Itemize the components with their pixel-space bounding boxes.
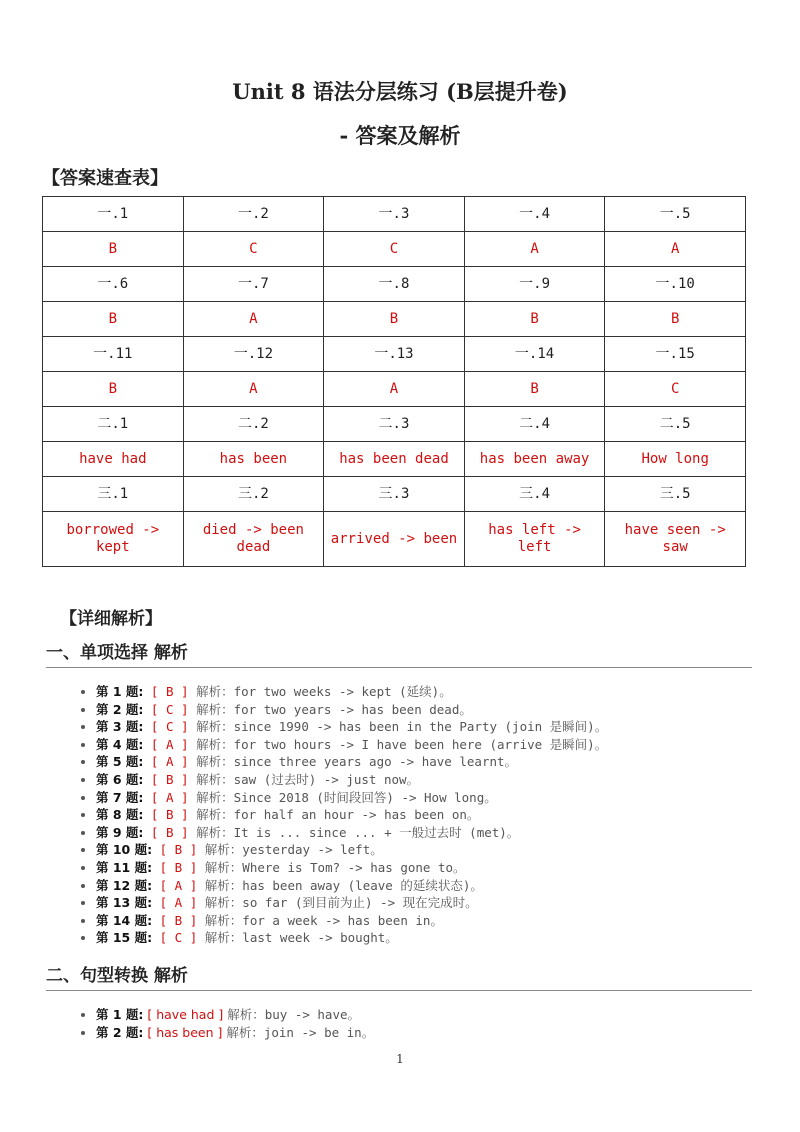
question-label: 第 3 题:: [96, 719, 144, 735]
question-number-cell: 一.10: [605, 267, 746, 302]
question-label: 第 12 题:: [96, 877, 153, 893]
question-label: 第 7 题:: [96, 789, 144, 805]
list-item: [96, 859, 607, 877]
explanation-text: 解析：last week -> bought。: [204, 930, 398, 946]
list-item: [96, 806, 607, 824]
question-number-cell: 三.4: [464, 477, 605, 512]
page-number: 1: [396, 1052, 404, 1066]
list-item: [96, 718, 607, 736]
answer-row: [43, 372, 746, 407]
question-number-cell: 一.12: [183, 337, 324, 372]
question-label: 第 1 题:: [96, 1007, 144, 1022]
answer-row: [43, 232, 746, 267]
explanation-text: 解析：for half an hour -> has been on。: [196, 807, 480, 823]
list-item: [96, 894, 607, 912]
answer-cell: A: [464, 232, 605, 267]
explanation-text: 解析：has been away (leave 的延续状态)。: [204, 877, 483, 893]
question-number-cell: 二.1: [43, 407, 184, 442]
list-item: [96, 701, 607, 719]
answer-row: [43, 302, 746, 337]
answer-value: [ C ]: [152, 930, 205, 946]
list-item: [96, 1024, 374, 1042]
question-label: 第 14 题:: [96, 912, 153, 928]
list-item: [96, 753, 607, 771]
answer-value: [ A ]: [143, 754, 197, 770]
explanation-text: 解析：since three years ago -> have learnt。: [196, 754, 518, 770]
page-title-line2: - 答案及解析: [339, 123, 461, 148]
question-number-cell: 一.2: [183, 197, 324, 232]
answer-cell: B: [464, 372, 605, 407]
question-number-cell: 一.1: [43, 197, 184, 232]
question-label: 第 13 题:: [96, 895, 153, 911]
answer-value: [ has been ]: [143, 1024, 227, 1040]
answer-value: [ B ]: [143, 771, 197, 787]
list-item: [96, 929, 607, 947]
question-label: 第 2 题:: [96, 701, 144, 717]
question-number-cell: 三.5: [605, 477, 746, 512]
answer-value: [ A ]: [152, 895, 205, 911]
answer-cell: has been: [183, 442, 324, 477]
answer-value: [ B ]: [143, 807, 197, 823]
explanation-text: 解析：Where is Tom? -> has gone to。: [204, 859, 466, 875]
answer-cell: has been away: [464, 442, 605, 477]
answer-cell: A: [324, 372, 465, 407]
question-label: 第 4 题:: [96, 736, 144, 752]
question-label: 第 11 题:: [96, 859, 153, 875]
explanation-text: 解析：saw (过去时) -> just now。: [196, 771, 420, 787]
answer-cell: has been dead: [324, 442, 465, 477]
question-label: 第 2 题:: [96, 1024, 144, 1040]
answer-quick-table: [42, 196, 746, 567]
answer-cell: B: [43, 302, 184, 337]
answer-cell: have seen -> saw: [605, 512, 746, 567]
question-label: 第 10 题:: [96, 842, 153, 858]
list-item: [96, 771, 607, 789]
question-label: 第 9 题:: [96, 824, 144, 840]
answer-value: [ have had ]: [143, 1007, 228, 1022]
answer-cell: B: [43, 232, 184, 267]
question-label: 第 5 题:: [96, 754, 144, 770]
answer-value: [ A ]: [143, 789, 197, 805]
question-number-row: [43, 337, 746, 372]
question-number-row: [43, 477, 746, 512]
explanation-text: 解析：for a week -> has been in。: [204, 912, 443, 928]
page-title-line1: Unit 8 语法分层练习 (B层提升卷): [232, 79, 568, 104]
answer-value: [ B ]: [152, 859, 205, 875]
list-item: [96, 1006, 374, 1024]
explanation-text: 解析：for two hours -> I have been here (arrive 是瞬间)。: [196, 736, 608, 752]
explanation-text: 解析：for two years -> has been dead。: [196, 701, 472, 717]
answer-value: [ B ]: [152, 912, 205, 928]
question-number-row: [43, 267, 746, 302]
answer-cell: How long: [605, 442, 746, 477]
explanation-text: 解析：buy -> have。: [227, 1007, 361, 1022]
question-number-cell: 二.4: [464, 407, 605, 442]
answer-value: [ B ]: [143, 684, 197, 699]
answer-cell: A: [183, 372, 324, 407]
question-number-row: [43, 197, 746, 232]
question-number-cell: 二.5: [605, 407, 746, 442]
list-item: [96, 736, 607, 754]
question-number-cell: 一.7: [183, 267, 324, 302]
list-item: [96, 877, 607, 895]
question-number-row: [43, 407, 746, 442]
answer-cell: C: [324, 232, 465, 267]
answer-cell: C: [183, 232, 324, 267]
question-number-cell: 一.14: [464, 337, 605, 372]
answer-cell: has left -> left: [464, 512, 605, 567]
answer-value: [ C ]: [143, 701, 197, 717]
question-number-cell: 一.15: [605, 337, 746, 372]
answer-cell: have had: [43, 442, 184, 477]
question-number-cell: 一.8: [324, 267, 465, 302]
list-item: [96, 683, 607, 701]
explanation-text: 解析：join -> be in。: [226, 1024, 375, 1040]
answer-value: [ B ]: [143, 824, 197, 840]
answer-value: [ A ]: [143, 736, 197, 752]
quick-table-label: 【答案速查表】: [42, 168, 168, 189]
list-item: [96, 824, 607, 842]
answer-cell: arrived -> been: [324, 512, 465, 567]
answer-value: [ A ]: [152, 877, 205, 893]
list-item: [96, 841, 607, 859]
answer-cell: borrowed -> kept: [43, 512, 184, 567]
part2-heading: 二、句型转换 解析: [46, 961, 752, 991]
answer-cell: A: [605, 232, 746, 267]
question-number-cell: 二.2: [183, 407, 324, 442]
question-number-cell: 二.3: [324, 407, 465, 442]
part2-list: [70, 1006, 374, 1041]
question-label: 第 1 题:: [96, 684, 144, 699]
detail-label: 【详细解析】: [60, 609, 162, 629]
answer-value: [ C ]: [143, 719, 197, 735]
list-item: [96, 912, 607, 930]
answer-value: [ B ]: [152, 842, 205, 858]
question-number-cell: 三.1: [43, 477, 184, 512]
part1-heading: 一、单项选择 解析: [46, 638, 752, 668]
answer-cell: B: [324, 302, 465, 337]
question-number-cell: 一.6: [43, 267, 184, 302]
question-label: 第 15 题:: [96, 930, 153, 946]
answer-row: [43, 512, 746, 567]
explanation-text: 解析：since 1990 -> has been in the Party (join 是瞬间)。: [196, 719, 608, 735]
list-item: [96, 789, 607, 807]
answer-cell: B: [43, 372, 184, 407]
answer-row: [43, 442, 746, 477]
question-number-cell: 三.3: [324, 477, 465, 512]
question-number-cell: 三.2: [183, 477, 324, 512]
part1-list: [70, 683, 607, 947]
question-label: 第 8 题:: [96, 807, 144, 823]
answer-cell: A: [183, 302, 324, 337]
explanation-text: 解析：yesterday -> left。: [204, 842, 383, 858]
question-number-cell: 一.9: [464, 267, 605, 302]
question-number-cell: 一.11: [43, 337, 184, 372]
answer-cell: B: [464, 302, 605, 337]
answer-cell: B: [605, 302, 746, 337]
explanation-text: 解析：It is ... since ... + 一般过去时 (met)。: [196, 824, 520, 840]
question-number-cell: 一.4: [464, 197, 605, 232]
explanation-text: 解析：Since 2018 (时间段回答) -> How long。: [196, 789, 497, 805]
answer-cell: C: [605, 372, 746, 407]
explanation-text: 解析：for two weeks -> kept (延续)。: [196, 684, 452, 699]
question-number-cell: 一.3: [324, 197, 465, 232]
question-number-cell: 一.13: [324, 337, 465, 372]
explanation-text: 解析：so far (到目前为止) -> 现在完成时。: [204, 895, 478, 911]
question-label: 第 6 题:: [96, 771, 144, 787]
answer-cell: died -> been dead: [183, 512, 324, 567]
question-number-cell: 一.5: [605, 197, 746, 232]
